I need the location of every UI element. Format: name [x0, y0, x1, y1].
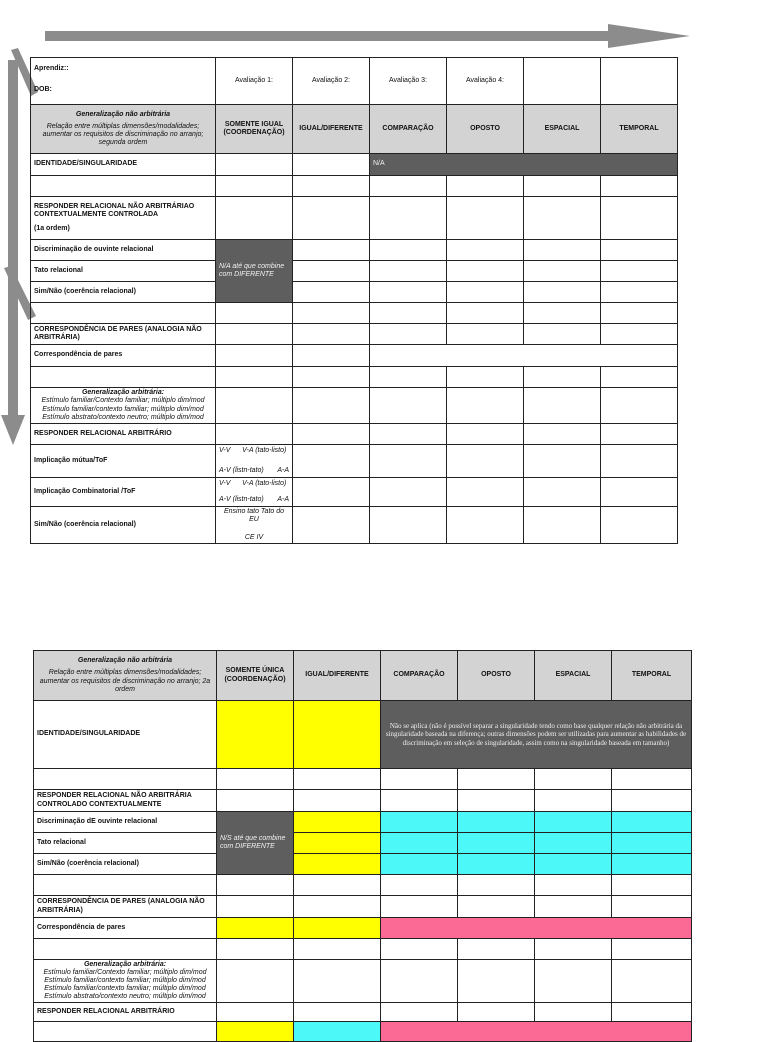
data-cell[interactable]	[294, 790, 381, 812]
data-cell[interactable]	[293, 367, 370, 388]
na-until-combined-cell: N/S até que combine com DIFERENTE	[217, 812, 294, 875]
table-row	[34, 896, 692, 918]
ensino-tato-label: Ensino tato Tato do EU	[223, 508, 285, 524]
data-cell[interactable]	[458, 896, 535, 918]
empty-cell[interactable]	[524, 58, 601, 105]
section-label: CORRESPONDÊNCIA DE PARES (ANALOGIA NÃO ARBITRÁRIA)	[34, 896, 217, 918]
data-cell[interactable]	[293, 507, 370, 544]
row-label: Sim/Não (coerência relacional)	[31, 282, 216, 303]
data-cell[interactable]	[458, 939, 535, 960]
data-cell[interactable]	[524, 197, 601, 240]
spacer-cell	[34, 939, 217, 960]
data-cell[interactable]	[216, 176, 293, 197]
data-cell[interactable]	[447, 303, 524, 324]
data-cell[interactable]	[293, 197, 370, 240]
data-cell[interactable]	[612, 790, 692, 812]
data-cell[interactable]	[381, 769, 458, 790]
data-cell[interactable]	[524, 261, 601, 282]
yellow-cell[interactable]	[294, 833, 381, 854]
relation-types-cell	[216, 478, 293, 507]
data-cell[interactable]	[294, 769, 381, 790]
data-cell[interactable]	[601, 507, 678, 544]
data-cell[interactable]	[370, 445, 447, 478]
data-cell[interactable]	[293, 345, 370, 367]
data-cell[interactable]	[612, 1003, 692, 1022]
data-cell[interactable]	[447, 507, 524, 544]
data-cell[interactable]	[217, 960, 294, 1003]
ce-iv-label: CE IV	[244, 534, 264, 542]
data-cell[interactable]	[601, 282, 678, 303]
arbitrary-generalization-cell	[31, 388, 216, 424]
data-cell[interactable]	[524, 324, 601, 345]
yellow-cell[interactable]	[217, 918, 294, 939]
aa-label: A-A	[277, 495, 289, 503]
data-cell[interactable]	[524, 507, 601, 544]
nonarbitrary-generalization-header	[31, 105, 216, 154]
data-cell[interactable]	[601, 240, 678, 261]
data-cell[interactable]	[370, 197, 447, 240]
data-cell[interactable]	[612, 769, 692, 790]
table-row	[34, 769, 692, 790]
av-label: A-V (listn-tato)	[219, 495, 264, 503]
table-row	[34, 918, 692, 939]
cyan-cell[interactable]	[612, 812, 692, 833]
learner-dob-cell	[31, 58, 216, 105]
data-cell[interactable]	[370, 324, 447, 345]
column-header: IGUAL/DIFERENTE	[293, 105, 370, 154]
data-cell[interactable]	[381, 1003, 458, 1022]
table-row	[31, 105, 678, 154]
yellow-cell[interactable]	[294, 701, 381, 769]
data-cell[interactable]	[217, 875, 294, 896]
data-cell[interactable]	[293, 261, 370, 282]
vv-label: V-V	[219, 480, 231, 488]
data-cell[interactable]	[294, 1003, 381, 1022]
data-cell[interactable]	[524, 424, 601, 445]
data-cell[interactable]	[370, 367, 447, 388]
data-cell[interactable]	[524, 478, 601, 507]
row-label: Tato relacional	[34, 833, 217, 854]
vertical-arrow-icon	[1, 60, 25, 445]
data-cell[interactable]	[293, 176, 370, 197]
table-row	[31, 345, 678, 367]
column-header: COMPARAÇÃO	[370, 105, 447, 154]
section-title: Generalização não arbitrária	[75, 110, 171, 118]
data-cell[interactable]	[217, 939, 294, 960]
table-row	[31, 282, 678, 303]
spacer-cell	[34, 769, 217, 790]
va-label: V-A (tato-listo)	[242, 447, 287, 455]
row-label: Sim/Não (coerência relacional)	[31, 507, 216, 544]
column-header: OPOSTO	[458, 651, 535, 701]
horizontal-arrow-icon	[45, 24, 690, 48]
data-cell[interactable]	[381, 896, 458, 918]
section-description: Relação entre múltiplas dimensões/modalidades; aumentar os requisitos de discriminação no arranjo; 2a ordem	[39, 669, 211, 693]
column-header: ESPACIAL	[535, 651, 612, 701]
cyan-cell[interactable]	[381, 833, 458, 854]
data-cell[interactable]	[293, 478, 370, 507]
data-cell[interactable]	[601, 445, 678, 478]
section-label: RESPONDER RELACIONAL ARBITRÁRIO	[31, 424, 216, 445]
data-cell[interactable]	[370, 478, 447, 507]
table-row	[34, 875, 692, 896]
data-cell[interactable]	[447, 176, 524, 197]
data-cell[interactable]	[293, 424, 370, 445]
row-label: Discriminação dE ouvinte relacional	[34, 812, 217, 833]
data-cell[interactable]	[370, 240, 447, 261]
section-label: RESPONDER RELACIONAL NÃO ARBITRÁRIA CONTROLADO CONTEXTUALMENTE	[34, 790, 217, 812]
section-description: Estímulo familiar/Contexto familiar; múltiplo dim/mod Estímulo familiar/contexto familiar; múltiplo dim/mod Estímulo familiar/contexto familiar; múltiplo dim/mod Estímulo abstrato/contexto neutro; múltiplo dim/mod	[43, 969, 207, 1001]
row-label: Discriminação de ouvinte relacional	[31, 240, 216, 261]
table-row	[31, 303, 678, 324]
dob-label: DOB:	[34, 86, 52, 94]
column-header: IGUAL/DIFERENTE	[294, 651, 381, 701]
data-cell[interactable]	[294, 896, 381, 918]
spacer-cell	[34, 1022, 217, 1042]
first-order-label: (1a ordem)	[34, 225, 70, 233]
data-cell[interactable]	[293, 303, 370, 324]
table-row	[31, 58, 678, 105]
data-cell[interactable]	[601, 388, 678, 424]
data-cell[interactable]	[535, 769, 612, 790]
mand-tact-cell	[216, 507, 293, 544]
data-cell[interactable]	[524, 240, 601, 261]
table-row	[34, 790, 692, 812]
row-label: IDENTIDADE/SINGULARIDADE	[31, 154, 216, 176]
not-applicable-note: Não se aplica (não é possível separar a singularidade tendo como base qualquer relação não arbitrária da singularidade baseada na diferença; outras dimensões podem ser utilizadas para aumentar as habilidades de discriminação em seleção de singularidade, assim como na singularidade baseada em tamanho)	[381, 701, 692, 769]
table-row	[34, 939, 692, 960]
data-cell[interactable]	[447, 282, 524, 303]
assessment-table-2	[33, 650, 692, 1042]
data-cell[interactable]	[293, 445, 370, 478]
data-cell[interactable]	[216, 367, 293, 388]
cyan-cell[interactable]	[458, 854, 535, 875]
table-row	[34, 651, 692, 701]
table-row	[34, 1022, 692, 1042]
av-label: A-V (listn-tato)	[219, 466, 264, 474]
data-cell[interactable]	[535, 960, 612, 1003]
vv-label: V-V	[219, 447, 231, 455]
data-cell[interactable]	[447, 478, 524, 507]
data-cell[interactable]	[601, 176, 678, 197]
cyan-cell[interactable]	[381, 854, 458, 875]
data-cell[interactable]	[458, 960, 535, 1003]
arbitrary-generalization-cell	[34, 960, 217, 1003]
data-cell[interactable]	[601, 367, 678, 388]
table-row	[34, 854, 692, 875]
data-cell[interactable]	[458, 769, 535, 790]
section-title: Generalização não arbitrária	[77, 657, 173, 665]
data-cell[interactable]	[612, 960, 692, 1003]
data-cell[interactable]	[612, 939, 692, 960]
data-cell[interactable]	[216, 324, 293, 345]
section-title: Generalização arbitrária:	[83, 961, 167, 968]
data-cell[interactable]	[216, 154, 293, 176]
data-cell[interactable]	[524, 303, 601, 324]
table-row	[31, 507, 678, 544]
data-cell[interactable]	[524, 445, 601, 478]
data-cell[interactable]	[447, 445, 524, 478]
data-cell[interactable]	[381, 790, 458, 812]
table-row	[31, 424, 678, 445]
data-cell[interactable]	[293, 240, 370, 261]
data-cell[interactable]	[601, 324, 678, 345]
data-cell[interactable]	[524, 176, 601, 197]
data-cell[interactable]	[294, 939, 381, 960]
data-cell[interactable]	[524, 388, 601, 424]
table-row	[34, 701, 692, 769]
yellow-cell[interactable]	[217, 1022, 294, 1042]
section-description: Relação entre múltiplas dimensões/modalidades; aumentar os requisitos de discriminação no arranjo; segunda ordem	[42, 122, 204, 147]
cyan-cell[interactable]	[458, 812, 535, 833]
data-cell[interactable]	[601, 424, 678, 445]
spacer-cell	[31, 303, 216, 324]
data-cell[interactable]	[217, 1003, 294, 1022]
section-label: CORRESPONDÊNCIA DE PARES (ANALOGIA NÃO ARBITRÁRIA)	[31, 324, 216, 345]
data-cell[interactable]	[447, 388, 524, 424]
relation-types-cell	[216, 445, 293, 478]
data-cell[interactable]	[524, 282, 601, 303]
data-cell[interactable]	[293, 388, 370, 424]
data-cell[interactable]	[216, 424, 293, 445]
cyan-cell[interactable]	[612, 854, 692, 875]
data-cell[interactable]	[216, 345, 293, 367]
data-cell[interactable]	[370, 261, 447, 282]
yellow-cell[interactable]	[294, 854, 381, 875]
data-cell[interactable]	[294, 960, 381, 1003]
data-cell[interactable]	[447, 324, 524, 345]
assessment-table-1	[30, 57, 678, 544]
table-row	[34, 960, 692, 1003]
na-until-combined-cell: N/A até que combine com DIFERENTE	[216, 240, 293, 303]
data-cell[interactable]	[370, 507, 447, 544]
spacer-cell	[31, 176, 216, 197]
data-cell[interactable]	[370, 303, 447, 324]
merged-cell[interactable]	[370, 345, 678, 367]
section-label	[31, 197, 216, 240]
yellow-cell[interactable]	[294, 812, 381, 833]
data-cell[interactable]	[447, 197, 524, 240]
column-header: TEMPORAL	[601, 105, 678, 154]
data-cell[interactable]	[447, 240, 524, 261]
data-cell[interactable]	[217, 896, 294, 918]
assessment-3-header: Avaliação 3:	[370, 58, 447, 105]
row-label: IDENTIDADE/SINGULARIDADE	[34, 701, 217, 769]
pink-merged-cell[interactable]	[381, 918, 692, 939]
section-title: Generalização arbitrária:	[81, 389, 165, 397]
nonarbitrary-responding-label: RESPONDER RELACIONAL NÃO ARBITRÁRIAO CONTEXTUALMENTE CONTROLADA	[34, 202, 195, 218]
assessment-2-header: Avaliação 2:	[293, 58, 370, 105]
cyan-cell[interactable]	[535, 812, 612, 833]
cyan-cell[interactable]	[381, 812, 458, 833]
table-row	[31, 367, 678, 388]
data-cell[interactable]	[293, 324, 370, 345]
column-header: SOMENTE IGUAL (COORDENAÇÃO)	[216, 105, 293, 154]
table-row	[31, 154, 678, 176]
data-cell[interactable]	[601, 303, 678, 324]
aa-label: A-A	[277, 466, 289, 474]
data-cell[interactable]	[447, 424, 524, 445]
data-cell[interactable]	[601, 261, 678, 282]
data-cell[interactable]	[458, 1003, 535, 1022]
data-cell[interactable]	[524, 367, 601, 388]
yellow-cell[interactable]	[294, 918, 381, 939]
table-row	[31, 445, 678, 478]
va-label: V-A (tato-listo)	[242, 480, 287, 488]
row-label: Sim/Não (coerência relacional)	[34, 854, 217, 875]
cyan-cell[interactable]	[535, 854, 612, 875]
data-cell[interactable]	[447, 367, 524, 388]
data-cell[interactable]	[535, 896, 612, 918]
data-cell[interactable]	[216, 388, 293, 424]
data-cell[interactable]	[535, 790, 612, 812]
assessment-4-header: Avaliação 4:	[447, 58, 524, 105]
spacer-cell	[31, 367, 216, 388]
row-label: Tato relacional	[31, 261, 216, 282]
yellow-cell[interactable]	[217, 701, 294, 769]
assessment-1-header: Avaliação 1:	[216, 58, 293, 105]
data-cell[interactable]	[216, 197, 293, 240]
table-row	[31, 197, 678, 240]
row-label: Correspondência de pares	[31, 345, 216, 367]
table-row	[34, 833, 692, 854]
row-label: Implicação Combinatorial /ToF	[31, 478, 216, 507]
learner-label: Aprendiz::	[34, 65, 69, 72]
data-cell[interactable]	[612, 875, 692, 896]
table-row	[31, 261, 678, 282]
data-cell[interactable]	[535, 939, 612, 960]
column-header: TEMPORAL	[612, 651, 692, 701]
cyan-cell[interactable]	[458, 833, 535, 854]
cyan-cell[interactable]	[535, 833, 612, 854]
data-cell[interactable]	[370, 282, 447, 303]
nonarbitrary-generalization-header	[34, 651, 217, 701]
data-cell[interactable]	[217, 790, 294, 812]
column-header: COMPARAÇÃO	[381, 651, 458, 701]
section-label: RESPONDER RELACIONAL ARBITRÁRIO	[34, 1003, 217, 1022]
data-cell[interactable]	[293, 154, 370, 176]
table-row	[34, 1003, 692, 1022]
data-cell[interactable]	[217, 769, 294, 790]
data-cell[interactable]	[601, 478, 678, 507]
column-header: ESPACIAL	[524, 105, 601, 154]
section-description: Estímulo familiar/Contexto familiar; múltiplo dim/mod Estímulo familiar/contexto familiar; múltiplo dim/mod Estímulo abstrato/contexto neutro; múltiplo dim/mod	[41, 397, 205, 421]
data-cell[interactable]	[458, 790, 535, 812]
data-cell[interactable]	[535, 1003, 612, 1022]
row-label: Correspondência de pares	[34, 918, 217, 939]
table-row	[31, 388, 678, 424]
data-cell[interactable]	[293, 282, 370, 303]
data-cell[interactable]	[381, 875, 458, 896]
data-cell[interactable]	[216, 303, 293, 324]
table-row	[34, 812, 692, 833]
table-row	[31, 240, 678, 261]
pink-merged-cell[interactable]	[381, 1022, 692, 1042]
data-cell[interactable]	[458, 875, 535, 896]
table-row	[31, 478, 678, 507]
table-row	[31, 324, 678, 345]
data-cell[interactable]	[535, 875, 612, 896]
data-cell[interactable]	[381, 960, 458, 1003]
data-cell[interactable]	[447, 261, 524, 282]
data-cell[interactable]	[294, 875, 381, 896]
data-cell[interactable]	[381, 939, 458, 960]
row-label: Implicação mútua/ToF	[31, 445, 216, 478]
empty-cell[interactable]	[601, 58, 678, 105]
column-header: OPOSTO	[447, 105, 524, 154]
spacer-cell	[34, 875, 217, 896]
data-cell[interactable]	[370, 176, 447, 197]
table-row	[31, 176, 678, 197]
data-cell[interactable]	[370, 388, 447, 424]
not-applicable-cell: N/A	[370, 154, 678, 176]
cyan-cell[interactable]	[612, 833, 692, 854]
data-cell[interactable]	[612, 896, 692, 918]
data-cell[interactable]	[601, 197, 678, 240]
data-cell[interactable]	[370, 424, 447, 445]
column-header: SOMENTE ÚNICA (COORDENAÇÃO)	[217, 651, 294, 701]
cyan-cell[interactable]	[294, 1022, 381, 1042]
